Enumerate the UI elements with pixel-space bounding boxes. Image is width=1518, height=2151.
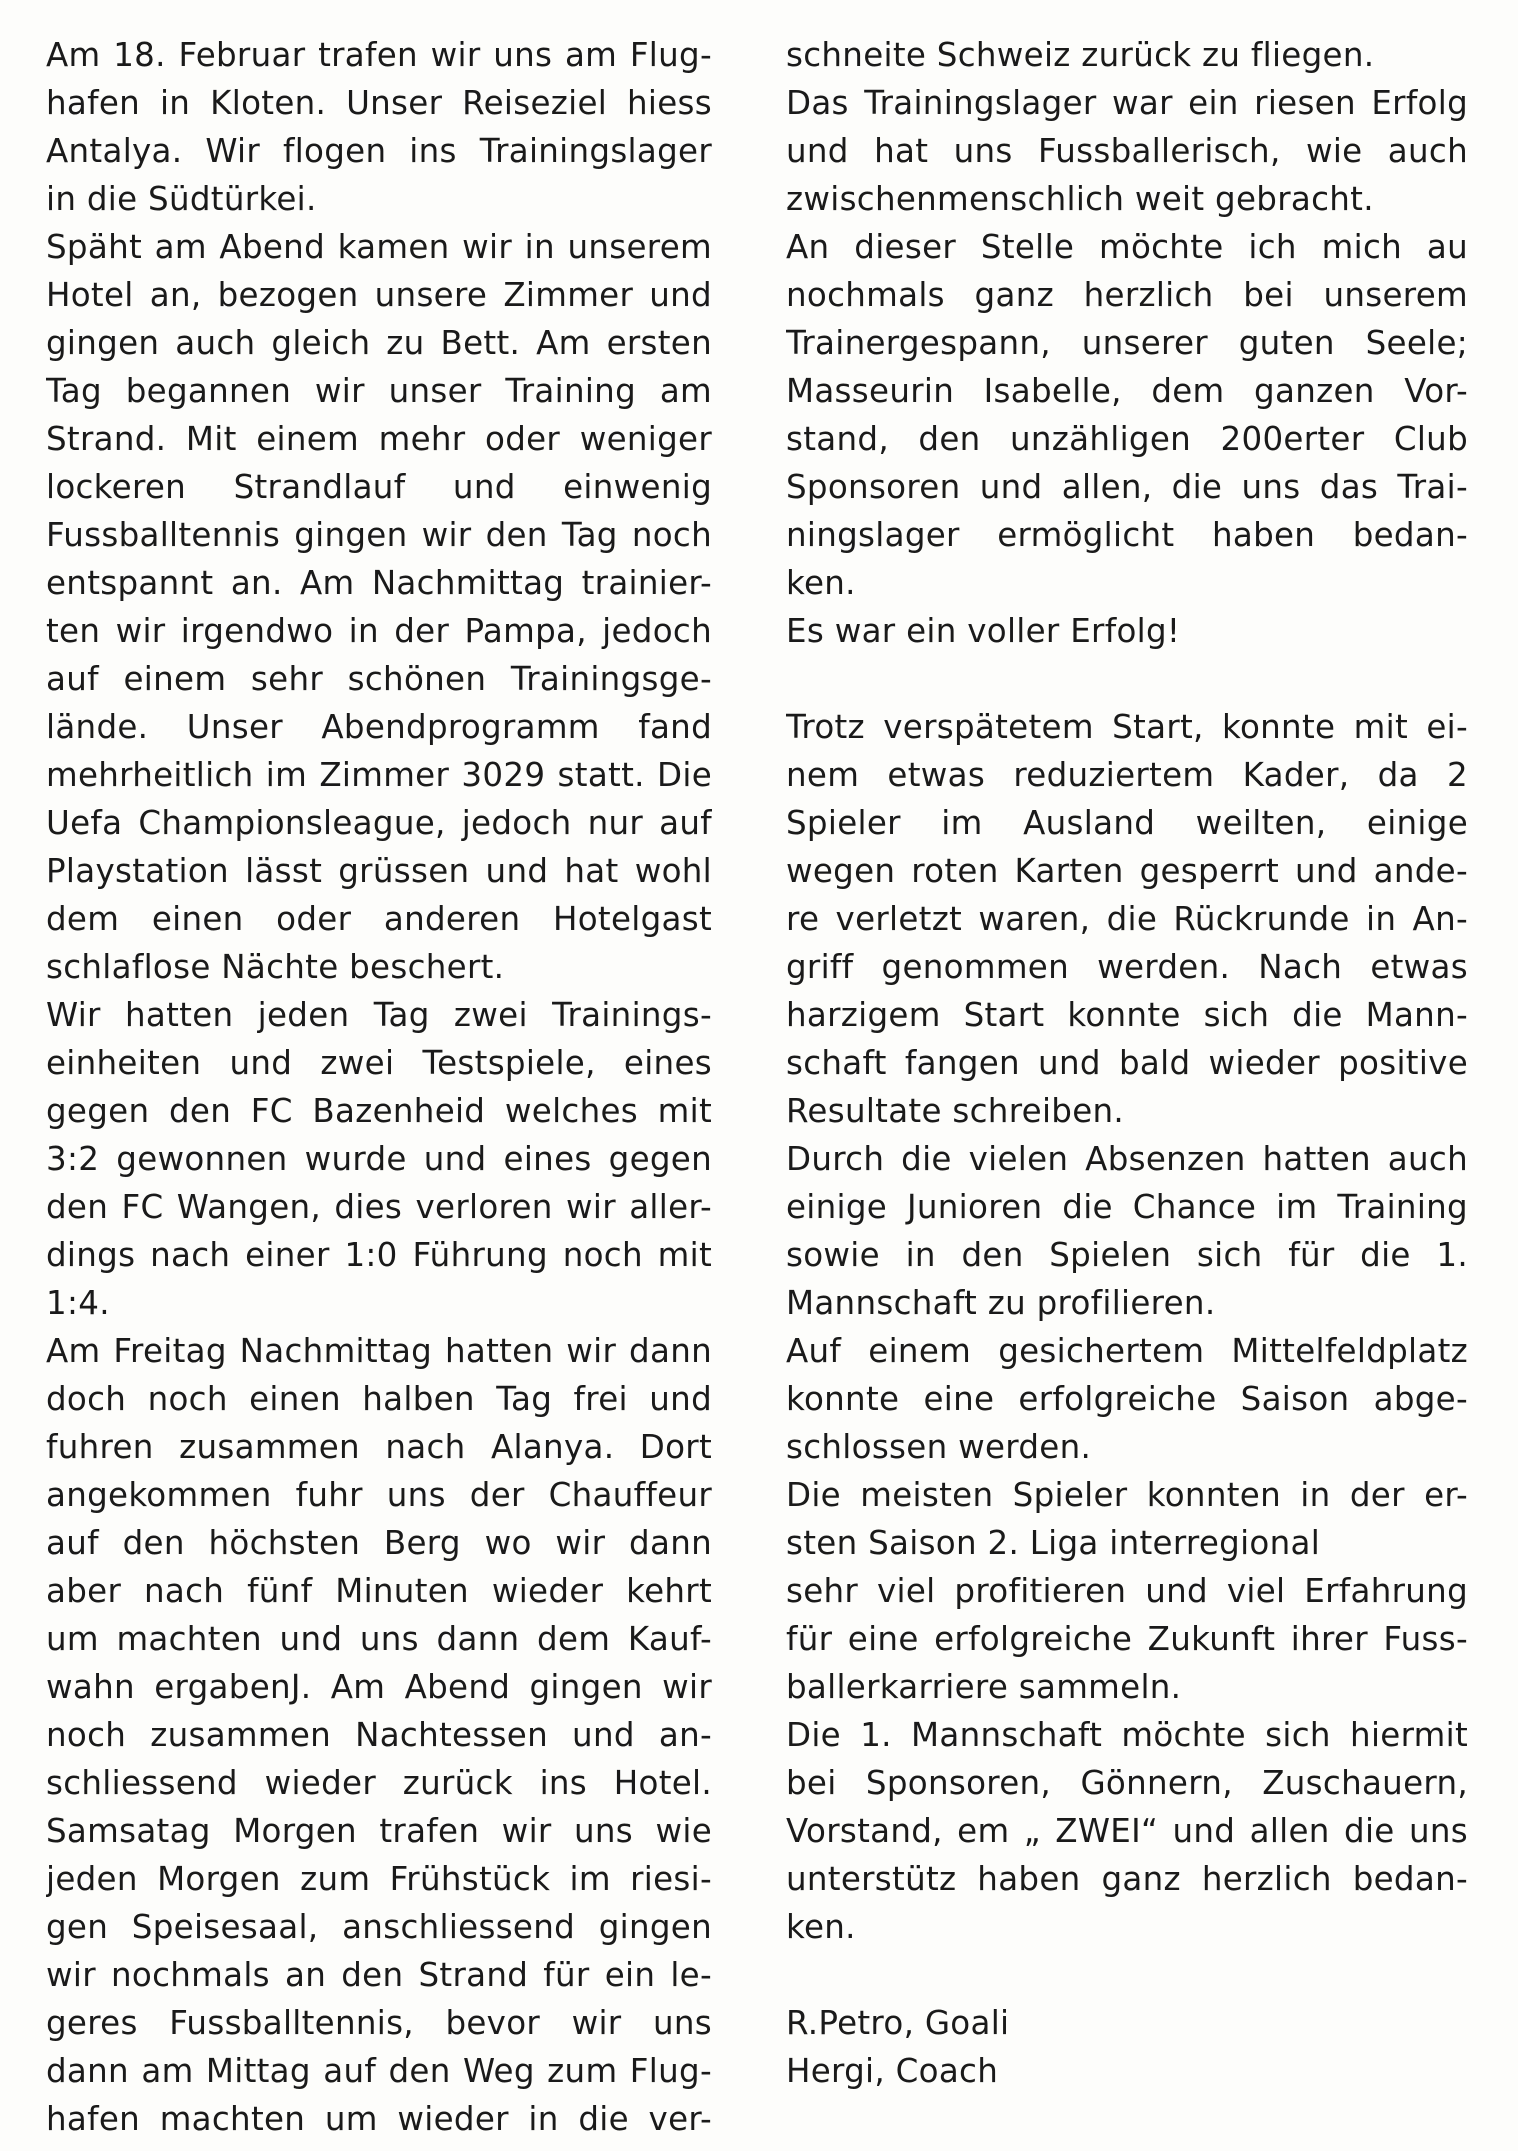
text-line: Es war ein voller Erfolg! [786,612,1181,650]
text-line: mehrheitlich im Zimmer 3029 statt. Die [46,756,712,794]
text-line: Trotz verspätetem Start, konnte mit ei- [786,708,1468,746]
text-line: doch noch einen halben Tag frei und [46,1380,712,1418]
text-line: schlaflose Nächte beschert. [46,948,505,986]
text-line: Playstation lässt grüssen und hat wohl [46,852,712,890]
text-line: stand, den unzähligen 200erter Club [786,420,1468,458]
text-line: hafen in Kloten. Unser Reiseziel hiess [46,84,712,122]
text-line: Vorstand, em „ ZWEI“ und allen die uns [786,1812,1468,1850]
text-line: lockeren Strandlauf und einwenig [46,468,712,506]
text-line: jeden Morgen zum Frühstück im riesi- [46,1860,712,1898]
text-line: einheiten und zwei Testspiele, eines [46,1044,712,1082]
text-line: 1:4. [46,1284,110,1322]
text-line: R.Petro, Goali [786,2004,1010,2042]
text-line: Hotel an, bezogen unsere Zimmer und [46,276,712,314]
text-line: hafen machten um wieder in die ver- [46,2100,712,2138]
text-line: Sponsoren und allen, die uns das Trai- [786,468,1468,506]
text-line: dings nach einer 1:0 Führung noch mit [46,1236,712,1274]
text-line: noch zusammen Nachtessen und an- [46,1716,712,1754]
text-line: lände. Unser Abendprogramm fand [46,708,712,746]
text-line: Wir hatten jeden Tag zwei Trainings- [46,996,712,1034]
text-line: auf den höchsten Berg wo wir dann [46,1524,712,1562]
text-line: wahn ergabenJ. Am Abend gingen wir [46,1668,712,1706]
text-line: Uefa Championsleague, jedoch nur auf [46,804,712,842]
text-line: ningslager ermöglicht haben bedan- [786,516,1468,554]
text-line: geres Fussballtennis, bevor wir uns [46,2004,712,2042]
text-line: Masseurin Isabelle, dem ganzen Vor- [786,372,1468,410]
text-line: Die 1. Mannschaft möchte sich hiermit [786,1716,1468,1754]
text-line: Auf einem gesichertem Mittelfeldplatz [786,1332,1468,1370]
text-line: nochmals ganz herzlich bei unserem [786,276,1468,314]
text-line: Späht am Abend kamen wir in unserem [46,228,712,266]
text-line: in die Südtürkei. [46,180,317,218]
text-line: ten wir irgendwo in der Pampa, jedoch [46,612,712,650]
text-line: Am Freitag Nachmittag hatten wir dann [46,1332,712,1370]
text-line: An dieser Stelle möchte ich mich au [786,228,1468,266]
text-line: Das Trainingslager war ein riesen Erfolg [786,84,1468,122]
text-line: für eine erfolgreiche Zukunft ihrer Fuss- [786,1620,1468,1658]
text-line: schaft fangen und bald wieder positive [786,1044,1468,1082]
text-line: unterstütz haben ganz herzlich bedan- [786,1860,1468,1898]
text-line: wir nochmals an den Strand für ein le- [46,1956,712,1994]
text-line: Durch die vielen Absenzen hatten auch [786,1140,1468,1178]
text-line: angekommen fuhr uns der Chauffeur [46,1476,712,1514]
paragraph-spacer [786,655,1468,703]
text-line: wegen roten Karten gesperrt und ande- [786,852,1468,890]
text-line: den FC Wangen, dies verloren wir aller- [46,1188,712,1226]
text-line: dem einen oder anderen Hotelgast [46,900,712,938]
left-text-column [46,31,712,2143]
text-line: Antalya. Wir flogen ins Trainingslager [46,132,712,170]
text-line: um machten und uns dann dem Kauf- [46,1620,712,1658]
text-line: und hat uns Fussballerisch, wie auch [786,132,1468,170]
text-line: auf einem sehr schönen Trainingsge- [46,660,712,698]
text-line: Trainergespann, unserer guten Seele; [786,324,1468,362]
text-line: Hergi, Coach [786,2052,999,2090]
text-line: griff genommen werden. Nach etwas [786,948,1468,986]
text-line: gingen auch gleich zu Bett. Am ersten [46,324,712,362]
text-line: Tag begannen wir unser Training am [46,372,712,410]
text-line: schliessend wieder zurück ins Hotel. [46,1764,712,1802]
text-line: Die meisten Spieler konnten in der er- [786,1476,1468,1514]
right-text-column [786,31,1468,2095]
paragraph-spacer [786,1951,1468,1999]
text-line: gegen den FC Bazenheid welches mit [46,1092,712,1130]
text-line: harzigem Start konnte sich die Mann- [786,996,1468,1034]
text-line: re verletzt waren, die Rückrunde in An- [786,900,1468,938]
text-line: schlossen werden. [786,1428,1092,1466]
text-line: Samsatag Morgen trafen wir uns wie [46,1812,712,1850]
text-line: sten Saison 2. Liga interregional [786,1524,1321,1562]
text-line: ken. [786,1908,856,1946]
text-line: Mannschaft zu profilieren. [786,1284,1216,1322]
text-line: aber nach fünf Minuten wieder kehrt [46,1572,712,1610]
text-line: 3:2 gewonnen wurde und eines gegen [46,1140,712,1178]
text-line: Am 18. Februar trafen wir uns am Flug- [46,36,712,74]
text-line: sowie in den Spielen sich für die 1. [786,1236,1468,1274]
text-line: entspannt an. Am Nachmittag trainier- [46,564,712,602]
text-line: Fussballtennis gingen wir den Tag noch [46,516,712,554]
text-line: dann am Mittag auf den Weg zum Flug- [46,2052,712,2090]
text-line: zwischenmenschlich weit gebracht. [786,180,1374,218]
text-line: ballerkarriere sammeln. [786,1668,1182,1706]
text-line: bei Sponsoren, Gönnern, Zuschauern, [786,1764,1468,1802]
text-line: einige Junioren die Chance im Training [786,1188,1468,1226]
text-line: schneite Schweiz zurück zu fliegen. [786,36,1375,74]
text-line: konnte eine erfolgreiche Saison abge- [786,1380,1468,1418]
text-line: fuhren zusammen nach Alanya. Dort [46,1428,712,1466]
text-line: Resultate schreiben. [786,1092,1125,1130]
text-line: sehr viel profitieren und viel Erfahrung [786,1572,1468,1610]
text-line: ken. [786,564,856,602]
text-line: gen Speisesaal, anschliessend gingen [46,1908,712,1946]
text-line: Strand. Mit einem mehr oder weniger [46,420,712,458]
text-line: Spieler im Ausland weilten, einige [786,804,1468,842]
text-line: nem etwas reduziertem Kader, da 2 [786,756,1468,794]
